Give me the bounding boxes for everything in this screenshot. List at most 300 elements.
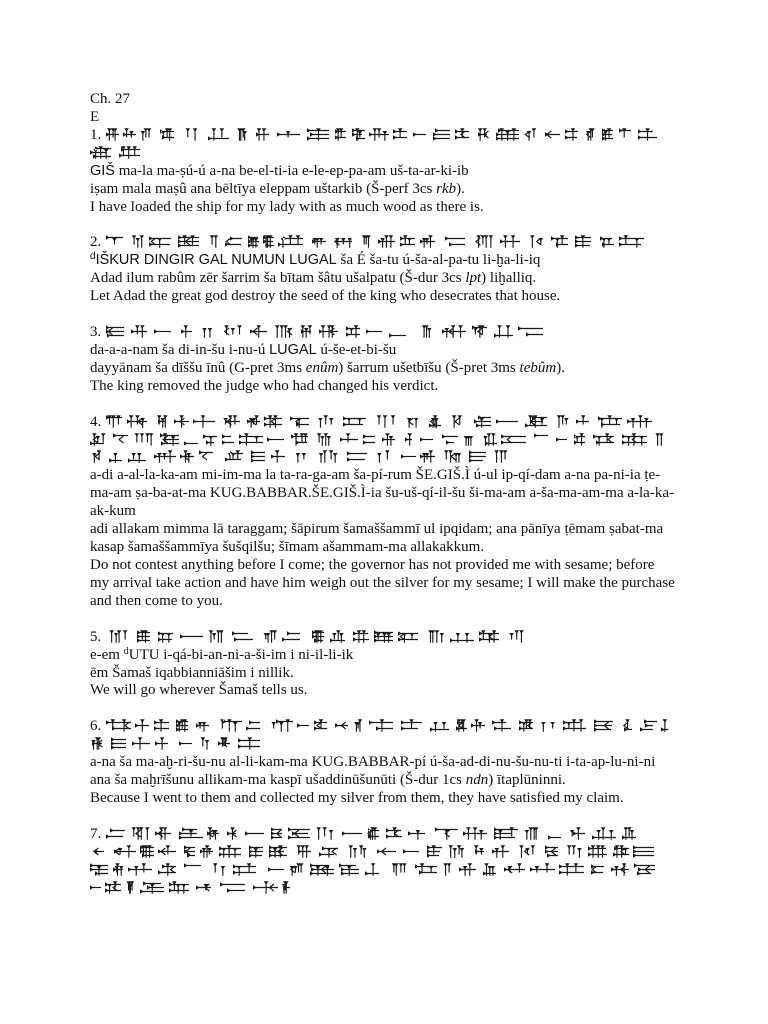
cuneiform-sign bbox=[282, 881, 290, 893]
cuneiform-sign bbox=[106, 828, 125, 839]
cuneiform-sign bbox=[530, 236, 543, 248]
cuneiform-sign bbox=[377, 415, 396, 427]
blank-line bbox=[90, 306, 700, 324]
entry-number: 5. bbox=[90, 628, 102, 645]
cuneiform-sign bbox=[278, 236, 303, 248]
cuneiform-sign bbox=[574, 433, 585, 445]
cuneiform-sign bbox=[111, 737, 126, 750]
cuneiform-glyph-row bbox=[90, 845, 664, 858]
cuneiform-sign bbox=[282, 631, 300, 642]
cuneiform-sign bbox=[588, 845, 607, 857]
cuneiform-sign bbox=[132, 827, 150, 839]
cuneiform-sign bbox=[598, 415, 622, 427]
cuneiform-sign bbox=[218, 737, 230, 747]
normalization-text: Adad ilum rabûm zēr šarrim ša bītam šâtu ušalpatu (Š-dur 3cs bbox=[90, 270, 466, 287]
entry-1 bbox=[90, 127, 700, 217]
cuneiform-sign bbox=[224, 325, 242, 335]
cuneiform-sign bbox=[413, 132, 426, 137]
normalization-text: ) liḫalliq. bbox=[481, 270, 537, 287]
cuneiform-sign bbox=[203, 434, 217, 446]
cuneiform-sign bbox=[319, 451, 338, 463]
cuneiform-text bbox=[106, 827, 640, 840]
transliteration-text: e-em bbox=[90, 646, 124, 663]
cuneiform-glyph-row bbox=[106, 827, 640, 840]
cuneiform-sign bbox=[184, 845, 195, 858]
cuneiform-sign bbox=[483, 433, 497, 446]
normalization-text: ). bbox=[456, 180, 465, 197]
normalization-line bbox=[90, 772, 700, 790]
cuneiform-text bbox=[90, 737, 260, 750]
entry-number: 3. bbox=[90, 323, 102, 340]
cuneiform-sign bbox=[248, 236, 259, 249]
cuneiform-sign bbox=[154, 329, 171, 334]
cuneiform-sign bbox=[123, 128, 136, 137]
blank-line bbox=[90, 808, 700, 826]
chapter-heading: Ch. 27 bbox=[90, 91, 131, 107]
cuneiform-sign bbox=[494, 325, 513, 338]
cuneiform-sign bbox=[119, 146, 140, 158]
cuneiform-sign bbox=[312, 630, 324, 643]
cuneiform-sign bbox=[269, 845, 287, 858]
blank-line bbox=[90, 396, 700, 414]
cuneiform-sign bbox=[178, 236, 199, 249]
cuneiform-sign bbox=[398, 631, 418, 643]
logogram: GIŠ bbox=[90, 162, 115, 179]
cuneiform-sign bbox=[135, 720, 149, 732]
cuneiform-sign bbox=[405, 433, 412, 445]
cuneiform-sign bbox=[362, 236, 371, 248]
translation-line: The king removed the judge who had changed his verdict. bbox=[90, 377, 439, 394]
cuneiform-line bbox=[90, 862, 700, 880]
cuneiform-sign bbox=[247, 415, 260, 427]
translation-line: and then come to you. bbox=[90, 592, 223, 609]
cuneiform-text bbox=[90, 863, 664, 876]
cuneiform-sign bbox=[264, 630, 277, 642]
cuneiform-line bbox=[90, 414, 700, 432]
cuneiform-sign bbox=[519, 720, 533, 732]
cuneiform-sign bbox=[428, 630, 444, 642]
cuneiform-sign bbox=[420, 437, 433, 442]
cuneiform-sign bbox=[363, 434, 375, 445]
cuneiform-sign bbox=[346, 325, 360, 337]
cuneiform-sign bbox=[157, 415, 168, 427]
cuneiform-sign bbox=[594, 719, 613, 732]
translation-line: I have loaded the ship for my lady with as much wood as there is. bbox=[90, 198, 484, 215]
cuneiform-line bbox=[90, 324, 700, 342]
cuneiform-sign bbox=[307, 128, 329, 141]
cuneiform-text bbox=[90, 450, 510, 463]
cuneiform-glyph-row bbox=[90, 450, 510, 463]
cuneiform-sign bbox=[575, 236, 591, 249]
cuneiform-sign bbox=[106, 325, 124, 338]
cuneiform-sign bbox=[479, 630, 499, 642]
cuneiform-line bbox=[90, 234, 700, 252]
cuneiform-sign bbox=[494, 451, 507, 463]
cuneiform-sign bbox=[220, 882, 245, 893]
entry-number: 1. bbox=[90, 126, 102, 143]
cuneiform-sign bbox=[545, 845, 558, 858]
cuneiform-glyph-row bbox=[106, 630, 529, 643]
cuneiform-sign bbox=[200, 845, 213, 857]
cuneiform-sign bbox=[90, 885, 101, 890]
blank-line bbox=[90, 216, 700, 234]
cuneiform-sign bbox=[556, 437, 567, 442]
cuneiform-sign bbox=[291, 433, 308, 445]
cuneiform-sign bbox=[392, 863, 407, 875]
cuneiform-sign bbox=[374, 630, 393, 643]
cuneiform-sign bbox=[369, 720, 393, 732]
cuneiform-sign bbox=[352, 128, 365, 141]
determinative: d bbox=[90, 251, 96, 263]
cuneiform-sign bbox=[90, 433, 106, 446]
cuneiform-sign bbox=[655, 433, 663, 445]
translation-line: my arrival take action and have him weigh out the silver for my sesame; I will make the purchase bbox=[90, 574, 675, 591]
cuneiform-sign bbox=[586, 128, 595, 140]
entry-number: 6. bbox=[90, 718, 102, 735]
normalization-line bbox=[90, 181, 700, 199]
cuneiform-sign bbox=[567, 845, 582, 857]
cuneiform-sign bbox=[193, 415, 215, 427]
cuneiform-sign bbox=[613, 845, 629, 857]
cuneiform-sign bbox=[160, 128, 174, 140]
cuneiform-glyph-row bbox=[106, 128, 662, 141]
cuneiform-sign bbox=[492, 845, 509, 857]
cuneiform-sign bbox=[476, 236, 493, 248]
normalization-line: adi allakam mimma lā taraggam; šāpirum šamaššammī ul ipqidam; ana pānīya ṭēmam ṣabat-ma bbox=[90, 521, 664, 538]
cuneiform-sign bbox=[565, 128, 578, 140]
cuneiform-sign bbox=[114, 845, 136, 857]
cuneiform-line bbox=[90, 718, 700, 736]
cuneiform-sign bbox=[335, 238, 352, 248]
cuneiform-sign bbox=[251, 451, 265, 464]
cuneiform-glyph-row bbox=[106, 719, 668, 732]
verb-lemma: enûm bbox=[305, 359, 339, 376]
cuneiform-sign bbox=[154, 451, 176, 463]
transliteration-text: ša É ša-tu ú-ša-al-pa-tu li-ḫa-li-iq bbox=[336, 252, 541, 269]
cuneiform-sign bbox=[94, 848, 104, 855]
cuneiform-text bbox=[90, 881, 290, 894]
cuneiform-sign bbox=[232, 631, 253, 642]
cuneiform-sign bbox=[369, 128, 389, 140]
normalization-text: ) ītaplūninni. bbox=[488, 772, 566, 789]
entry-7 bbox=[90, 826, 700, 898]
cuneiform-sign bbox=[246, 720, 260, 731]
cuneiform-sign bbox=[563, 720, 586, 732]
cuneiform-sign bbox=[474, 845, 484, 854]
cuneiform-sign bbox=[427, 845, 442, 858]
cuneiform-sign bbox=[401, 720, 422, 732]
cuneiform-sign bbox=[131, 325, 147, 337]
cuneiform-sign bbox=[496, 419, 518, 424]
cuneiform-sign bbox=[420, 236, 435, 248]
cuneiform-sign bbox=[288, 827, 310, 840]
cuneiform-sign bbox=[435, 827, 458, 840]
cuneiform-sign bbox=[196, 884, 211, 891]
cuneiform-sign bbox=[253, 881, 278, 893]
cuneiform-text bbox=[106, 235, 648, 248]
cuneiform-sign bbox=[268, 867, 284, 872]
cuneiform-sign bbox=[530, 863, 555, 872]
cuneiform-line bbox=[90, 629, 700, 647]
cuneiform-sign bbox=[310, 863, 334, 876]
cuneiform-sign bbox=[541, 722, 555, 732]
cuneiform-sign bbox=[179, 827, 203, 840]
cuneiform-sign bbox=[602, 128, 613, 141]
cuneiform-sign bbox=[186, 128, 198, 140]
cuneiform-sign bbox=[179, 741, 192, 746]
cuneiform-line bbox=[90, 449, 700, 467]
cuneiform-sign bbox=[213, 863, 225, 875]
blank-line bbox=[90, 700, 700, 718]
cuneiform-line bbox=[90, 432, 700, 450]
cuneiform-sign bbox=[377, 451, 390, 463]
cuneiform-sign bbox=[570, 827, 585, 839]
cuneiform-text bbox=[106, 415, 652, 428]
cuneiform-sign bbox=[415, 863, 437, 875]
cuneiform-sign bbox=[296, 845, 311, 857]
document-page bbox=[90, 91, 700, 897]
cuneiform-sign bbox=[340, 433, 358, 442]
translation-line: We will go wherever Šamaš tells us. bbox=[90, 682, 308, 699]
cuneiform-sign bbox=[135, 433, 154, 445]
cuneiform-sign bbox=[354, 720, 362, 732]
cuneiform-sign bbox=[335, 128, 346, 140]
cuneiform-sign bbox=[619, 236, 644, 248]
cuneiform-sign bbox=[638, 128, 657, 140]
cuneiform-text bbox=[90, 433, 665, 446]
cuneiform-sign bbox=[225, 237, 242, 248]
cuneiform-sign bbox=[634, 863, 655, 876]
cuneiform-sign bbox=[600, 237, 614, 249]
cuneiform-sign bbox=[319, 846, 338, 858]
cuneiform-sign bbox=[290, 863, 304, 875]
cuneiform-sign bbox=[518, 326, 543, 337]
cuneiform-sign bbox=[267, 437, 284, 442]
cuneiform-sign bbox=[504, 863, 525, 873]
cuneiform-sign bbox=[382, 433, 395, 445]
cuneiform-line bbox=[90, 736, 700, 754]
cuneiform-sign bbox=[471, 720, 485, 732]
normalization-text: dayyānam ša dīššu īnû (G-pret 3ms bbox=[90, 359, 306, 376]
cuneiform-sign bbox=[155, 737, 168, 749]
cuneiform-sign bbox=[113, 433, 128, 443]
verbal-root: rkb bbox=[436, 180, 457, 197]
cuneiform-sign bbox=[445, 237, 465, 248]
cuneiform-sign bbox=[640, 719, 657, 732]
cuneiform-sign bbox=[106, 128, 119, 140]
transliteration-line bbox=[90, 252, 700, 270]
cuneiform-sign bbox=[296, 453, 307, 463]
normalization-line: ēm Šamaš iqabbianniāšim i nillik. bbox=[90, 664, 294, 681]
cuneiform-sign bbox=[433, 128, 450, 141]
cuneiform-sign bbox=[90, 146, 111, 159]
transliteration-text: ú-še-et-bi-šu bbox=[316, 341, 397, 358]
cuneiform-sign bbox=[591, 864, 604, 875]
cuneiform-line bbox=[90, 826, 700, 844]
cuneiform-sign bbox=[297, 723, 309, 728]
transliteration-text: ma-la ma-ṣú-ú a-na be-el-ti-ia e-le-ep-pa-am uš-ta-ar-ki-ib bbox=[114, 162, 469, 179]
cuneiform-sign bbox=[91, 737, 102, 749]
cuneiform-sign bbox=[593, 433, 614, 445]
entry-number: 2. bbox=[90, 234, 102, 251]
verbal-root: ndn bbox=[465, 772, 489, 789]
cuneiform-sign bbox=[128, 453, 146, 463]
cuneiform-sign bbox=[275, 325, 292, 337]
cuneiform-sign bbox=[314, 720, 327, 732]
cuneiform-sign bbox=[202, 328, 212, 338]
cuneiform-line bbox=[90, 880, 700, 898]
cuneiform-sign bbox=[106, 720, 131, 732]
normalization-text: ). bbox=[556, 359, 565, 376]
cuneiform-sign bbox=[319, 325, 338, 337]
entry-2 bbox=[90, 234, 700, 306]
cuneiform-sign bbox=[444, 451, 461, 463]
cuneiform-sign bbox=[209, 630, 224, 642]
cuneiform-sign bbox=[526, 128, 537, 140]
cuneiform-sign bbox=[169, 881, 189, 893]
cuneiform-sign bbox=[271, 827, 282, 840]
cuneiform-sign bbox=[559, 863, 584, 875]
cuneiform-sign bbox=[463, 827, 487, 839]
logogram: LUGAL bbox=[269, 341, 317, 358]
cuneiform-sign bbox=[132, 737, 150, 749]
cuneiform-glyph-row bbox=[106, 235, 648, 248]
cuneiform-sign bbox=[245, 831, 264, 836]
normalization-text: ) šarrum ušetbīšu (Š-pret 3ms bbox=[338, 359, 520, 376]
normalization-text: ana ša maḫrīšunu allikam-ma kaspī ušaddinūšunūti (Š-dur 1cs bbox=[90, 772, 466, 789]
cuneiform-sign bbox=[249, 845, 263, 858]
cuneiform-sign bbox=[624, 720, 632, 733]
cuneiform-sign bbox=[420, 451, 435, 463]
transliteration-line bbox=[90, 342, 700, 360]
cuneiform-glyph-row bbox=[90, 881, 290, 894]
cuneiform-sign bbox=[389, 333, 406, 338]
entry-number: 4. bbox=[90, 413, 102, 430]
cuneiform-glyph-row bbox=[90, 737, 260, 750]
cuneiform-sign bbox=[456, 720, 467, 732]
cuneiform-sign bbox=[525, 415, 547, 428]
determinative: d bbox=[123, 645, 129, 657]
cuneiform-sign bbox=[501, 434, 526, 445]
cuneiform-sign bbox=[225, 451, 243, 463]
logogram: IŠKUR DINGIR GAL NUMUN LUGAL bbox=[95, 252, 337, 269]
cuneiform-sign bbox=[622, 433, 647, 445]
cuneiform-sign bbox=[132, 236, 144, 248]
cuneiform-sign bbox=[109, 453, 122, 463]
cuneiform-sign bbox=[154, 720, 169, 732]
entry-number: 7. bbox=[90, 825, 102, 842]
normalization-text: iṣam mala maṣû ana bēltīya eleppam uštarkib (Š-perf 3cs bbox=[90, 180, 437, 197]
cuneiform-sign bbox=[619, 128, 631, 137]
cuneiform-sign bbox=[126, 881, 134, 893]
cuneiform-sign bbox=[330, 630, 345, 643]
cuneiform-sign bbox=[181, 325, 192, 337]
cuneiform-sign bbox=[180, 451, 194, 463]
cuneiform-sign bbox=[347, 452, 367, 463]
cuneiform-sign bbox=[393, 128, 407, 140]
cuneiform-sign bbox=[557, 415, 569, 427]
cuneiform-sign bbox=[90, 863, 108, 876]
cuneiform-sign bbox=[140, 881, 164, 894]
cuneiform-sign bbox=[290, 416, 309, 428]
cuneiform-sign bbox=[400, 236, 415, 248]
cuneiform-sign bbox=[222, 434, 234, 445]
cuneiform-sign bbox=[233, 863, 256, 875]
cuneiform-sign bbox=[509, 630, 523, 642]
cuneiform-sign bbox=[227, 827, 236, 839]
cuneiform-sign bbox=[474, 415, 491, 428]
cuneiform-line bbox=[90, 844, 700, 862]
cuneiform-sign bbox=[271, 451, 285, 463]
cuneiform-sign bbox=[92, 451, 101, 463]
cuneiform-sign bbox=[207, 827, 219, 839]
cuneiform-sign bbox=[448, 845, 464, 857]
cuneiform-sign bbox=[127, 415, 147, 427]
cuneiform-sign bbox=[627, 415, 652, 427]
cuneiform-sign bbox=[250, 325, 267, 337]
normalization-line: kasap šamaššammīya šušqilšu; šīmam ašammam-ma allakakkum. bbox=[90, 539, 485, 556]
cuneiform-sign bbox=[622, 827, 636, 840]
translation-line: Do not contest anything before I come; the governor has not provided me with sesame; before bbox=[90, 556, 655, 573]
cuneiform-sign bbox=[160, 433, 179, 446]
transliteration-text: da-a-a-nam ša di-in-šu i-nu-ú bbox=[90, 341, 270, 358]
cuneiform-sign bbox=[592, 827, 616, 840]
cuneiform-sign bbox=[238, 737, 260, 749]
transliteration-line: ak-kum bbox=[90, 503, 136, 520]
transliteration-line: a-na ša ma-aḫ-ri-šu-nu al-li-kam-ma KUG.BABBAR-pí ú-ša-ad-di-nu-šu-nu-ti i-ta-ap-lu-ni-ni bbox=[90, 754, 656, 771]
cuneiform-sign bbox=[483, 863, 496, 876]
cuneiform-sign bbox=[407, 418, 419, 428]
cuneiform-sign bbox=[317, 827, 334, 839]
cuneiform-sign bbox=[551, 236, 568, 248]
cuneiform-sign bbox=[478, 128, 489, 140]
cuneiform-sign bbox=[455, 128, 469, 140]
cuneiform-sign bbox=[301, 325, 313, 337]
cuneiform-sign bbox=[525, 827, 539, 839]
cuneiform-sign bbox=[224, 415, 241, 427]
cuneiform-sign bbox=[442, 434, 458, 445]
cuneiform-sign bbox=[277, 131, 300, 138]
cuneiform-sign bbox=[155, 827, 171, 839]
cuneiform-text bbox=[106, 630, 529, 643]
cuneiform-sign bbox=[365, 863, 379, 876]
transliteration-line: a-di a-al-la-ka-am mi-im-ma la ta-ra-ga-am ša-pí-rum ŠE.GIŠ.Ì ú-ul ip-qí-dam a-na pa-ni-ia ṭe- bbox=[90, 467, 661, 484]
cuneiform-sign bbox=[158, 845, 176, 855]
cuneiform-sign bbox=[492, 720, 511, 732]
section-heading: E bbox=[90, 108, 100, 125]
cuneiform-sign bbox=[201, 737, 210, 749]
cuneiform-text bbox=[106, 128, 662, 141]
cuneiform-text bbox=[106, 719, 668, 732]
cuneiform-sign bbox=[137, 630, 150, 643]
cuneiform-glyph-row bbox=[106, 415, 652, 428]
entry-4 bbox=[90, 414, 700, 611]
cuneiform-sign bbox=[106, 415, 122, 428]
cuneiform-glyph-row bbox=[90, 863, 664, 876]
translation-line: Let Adad the great god destroy the seed of the king who desecrates that house. bbox=[90, 288, 561, 305]
cuneiform-glyph-row bbox=[90, 146, 140, 159]
cuneiform-sign bbox=[113, 863, 124, 875]
cuneiform-sign bbox=[443, 863, 451, 875]
cuneiform-sign bbox=[611, 863, 629, 875]
cuneiform-line bbox=[90, 145, 700, 163]
cuneiform-sign bbox=[239, 433, 263, 445]
entry-5 bbox=[90, 629, 700, 701]
cuneiform-sign bbox=[548, 835, 561, 840]
cuneiform-sign bbox=[105, 881, 121, 893]
transliteration-line: ma-am ṣa-ba-at-ma KUG.BABBAR.ŠE.GIŠ.Ì-ia šu-uš-qí-il-šu ši-ma-am a-ša-ma-am-ma a-la-ka- bbox=[90, 485, 674, 502]
cuneiform-sign bbox=[442, 325, 466, 337]
